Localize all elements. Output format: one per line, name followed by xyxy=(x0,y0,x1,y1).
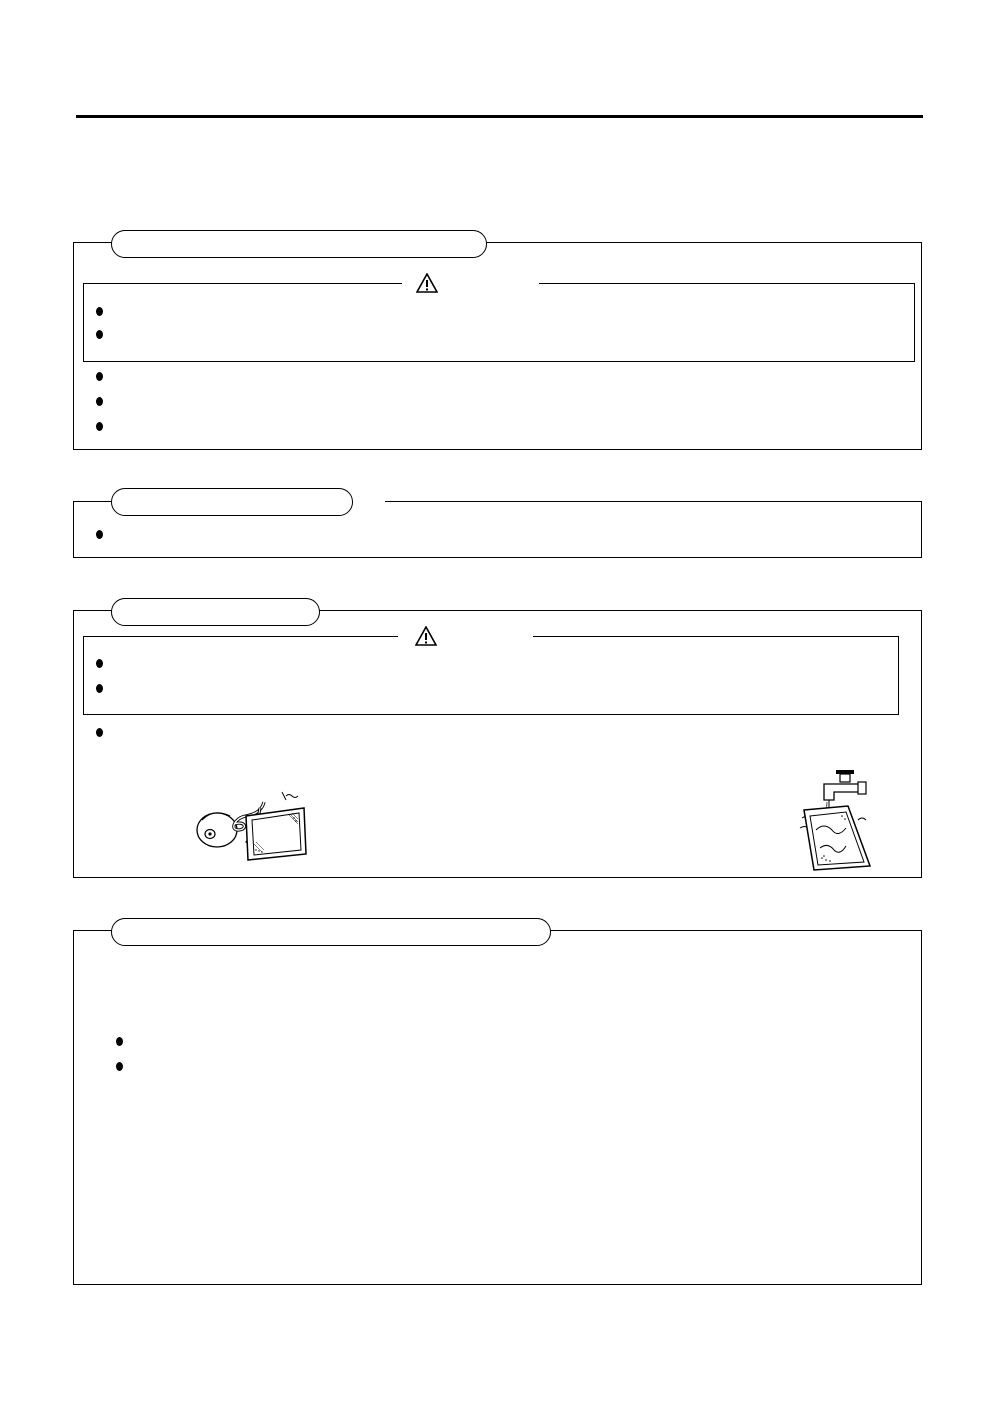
section-4-box xyxy=(73,930,922,1285)
section-3-warning-bullet-2 xyxy=(96,684,103,693)
section-1-warning-bullet-2 xyxy=(96,330,103,339)
faucet-icon xyxy=(796,770,876,872)
section-3-warning-box xyxy=(83,636,899,715)
section-3-bullet-1 xyxy=(96,728,103,737)
section-1-bullet-2 xyxy=(96,397,103,406)
section-1-tab xyxy=(111,230,487,258)
vacuum-cleaner-icon xyxy=(190,790,310,862)
section-1-warning-bullet-1 xyxy=(96,307,103,316)
section-2-tab xyxy=(111,488,353,516)
section-3-warning-bullet-1 xyxy=(96,659,103,668)
vacuum-cleaner-illustration xyxy=(190,790,310,862)
section-1-warning-box xyxy=(83,283,915,362)
faucet-washing-illustration xyxy=(796,770,876,872)
section-2-tab-gap xyxy=(353,501,385,502)
section-4-bullet-1 xyxy=(116,1037,123,1046)
section-4-tab xyxy=(111,918,551,946)
section-1-bullet-1 xyxy=(96,372,103,381)
section-2-bullet-1 xyxy=(96,530,103,539)
header-rule xyxy=(76,115,923,118)
section-1-bullet-3 xyxy=(96,422,103,431)
warning-triangle-icon xyxy=(416,273,438,293)
section-4-bullet-2 xyxy=(116,1062,123,1071)
warning-triangle-icon xyxy=(415,626,437,646)
section-3-tab xyxy=(111,598,320,626)
